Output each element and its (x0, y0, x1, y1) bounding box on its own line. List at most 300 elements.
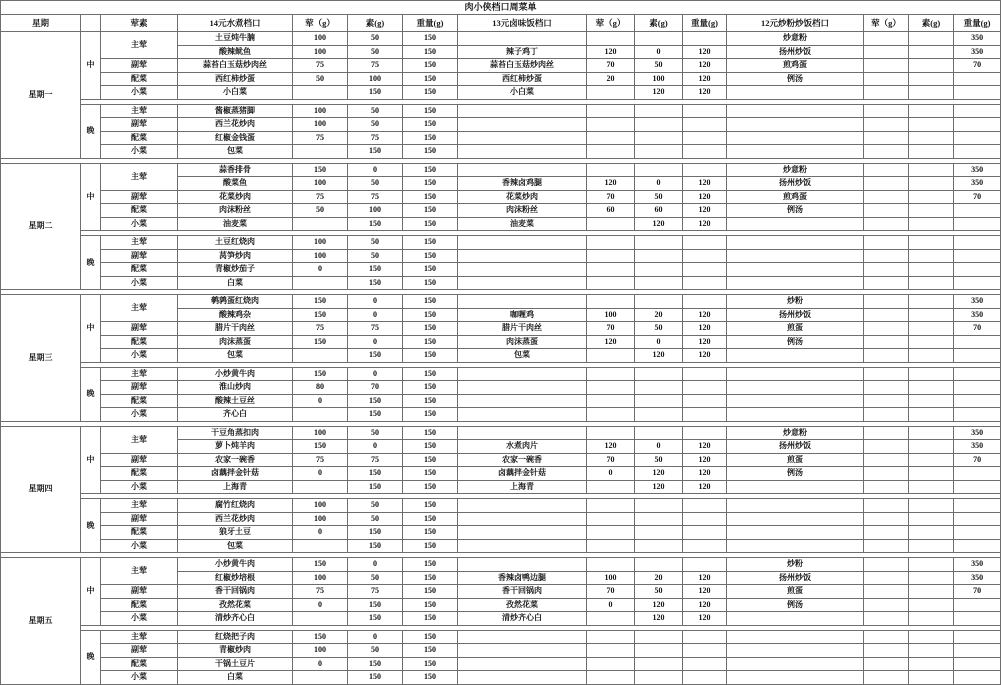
meal-cell-lunch: 中 (81, 426, 101, 494)
weight-value-stall3: 70 (954, 59, 1001, 73)
weight-value-stall3 (954, 118, 1001, 132)
veg-value-stall1: 75 (348, 453, 403, 467)
weekday-cell: 星期四 (1, 426, 81, 553)
dish-cell-stall1: 花菜炒肉 (178, 190, 293, 204)
category-cell: 主荤 (101, 558, 178, 585)
weight-value-stall2: 120 (683, 59, 727, 73)
table-row (1, 190, 1001, 204)
dish-cell-stall2 (458, 163, 587, 177)
table-row (1, 585, 1001, 599)
title-row (1, 1, 1001, 15)
weight-value-stall1: 150 (403, 558, 458, 572)
weight-value-stall2 (683, 32, 727, 46)
category-cell: 配菜 (101, 335, 178, 349)
dish-cell-stall1: 干锅土豆片 (178, 657, 293, 671)
weight-value-stall2 (683, 145, 727, 159)
weight-value-stall1: 150 (403, 394, 458, 408)
veg-value-stall1: 50 (348, 177, 403, 191)
meat-value-stall2 (587, 558, 635, 572)
meat-value-stall1 (293, 217, 348, 231)
veg-value-stall2: 0 (635, 177, 683, 191)
header-row (1, 15, 1001, 32)
dish-cell-stall1: 土豆炖牛腩 (178, 32, 293, 46)
meat-value-stall3 (864, 408, 909, 422)
weight-value-stall1: 150 (403, 72, 458, 86)
veg-value-stall1: 75 (348, 131, 403, 145)
dish-cell-stall1: 干豆角蒸扣肉 (178, 426, 293, 440)
dish-cell-stall2 (458, 236, 587, 250)
dish-cell-stall1: 狼牙土豆 (178, 526, 293, 540)
meat-value-stall3 (864, 204, 909, 218)
veg-value-stall1: 50 (348, 236, 403, 250)
category-cell: 小菜 (101, 86, 178, 100)
category-cell: 小菜 (101, 276, 178, 290)
dish-cell-stall3: 例汤 (727, 72, 864, 86)
table-row (1, 612, 1001, 626)
dish-cell-stall2: 孜然花菜 (458, 598, 587, 612)
veg-value-stall3 (909, 104, 954, 118)
meat-value-stall2: 100 (587, 308, 635, 322)
veg-value-stall2 (635, 295, 683, 309)
weight-value-stall3 (954, 408, 1001, 422)
weight-value-stall3: 350 (954, 45, 1001, 59)
veg-value-stall1: 150 (348, 526, 403, 540)
veg-value-stall2: 20 (635, 308, 683, 322)
weight-value-stall2: 120 (683, 204, 727, 218)
weight-value-stall1: 150 (403, 598, 458, 612)
veg-value-stall3 (909, 630, 954, 644)
category-cell: 小菜 (101, 671, 178, 685)
dish-cell-stall1: 酸辣鸡杂 (178, 308, 293, 322)
weight-value-stall2 (683, 236, 727, 250)
veg-value-stall3 (909, 59, 954, 73)
veg-value-stall1: 150 (348, 217, 403, 231)
weight-value-stall1: 150 (403, 249, 458, 263)
veg-value-stall2 (635, 558, 683, 572)
table-row (1, 86, 1001, 100)
category-cell: 配菜 (101, 131, 178, 145)
dish-cell-stall2 (458, 394, 587, 408)
category-cell: 主荤 (101, 367, 178, 381)
veg-value-stall2: 120 (635, 217, 683, 231)
meat-value-stall3 (864, 367, 909, 381)
veg-value-stall3 (909, 276, 954, 290)
veg-value-stall3 (909, 480, 954, 494)
table-row (1, 72, 1001, 86)
dish-cell-stall1: 小白菜 (178, 86, 293, 100)
dish-cell-stall2 (458, 145, 587, 159)
dish-cell-stall1: 孜然花菜 (178, 598, 293, 612)
dish-cell-stall1: 红烧把子肉 (178, 630, 293, 644)
meat-value-stall2: 70 (587, 59, 635, 73)
meat-value-stall1: 100 (293, 512, 348, 526)
dish-cell-stall2 (458, 249, 587, 263)
meat-value-stall1: 100 (293, 249, 348, 263)
veg-value-stall3 (909, 499, 954, 513)
meat-value-stall2 (587, 249, 635, 263)
table-row (1, 59, 1001, 73)
table-row (1, 118, 1001, 132)
dish-cell-stall1: 酸辣鱿鱼 (178, 45, 293, 59)
weight-value-stall2: 120 (683, 598, 727, 612)
weight-value-stall2 (683, 367, 727, 381)
category-cell: 配菜 (101, 263, 178, 277)
dish-cell-stall2: 西红柿炒蛋 (458, 72, 587, 86)
dish-cell-stall1: 香干回锅肉 (178, 585, 293, 599)
veg-value-stall3 (909, 335, 954, 349)
weight-value-stall1: 150 (403, 630, 458, 644)
dish-cell-stall2 (458, 367, 587, 381)
veg-value-stall1: 50 (348, 104, 403, 118)
meat-value-stall2: 20 (587, 72, 635, 86)
category-cell: 配菜 (101, 598, 178, 612)
weight-value-stall3 (954, 367, 1001, 381)
veg-value-stall1: 75 (348, 190, 403, 204)
veg-value-stall3 (909, 308, 954, 322)
weight-value-stall1: 150 (403, 426, 458, 440)
dish-cell-stall1: 肉沫蒸蛋 (178, 335, 293, 349)
meat-value-stall1: 0 (293, 598, 348, 612)
weight-value-stall2 (683, 499, 727, 513)
meat-value-stall2 (587, 630, 635, 644)
veg-value-stall2: 50 (635, 453, 683, 467)
meat-value-stall2: 70 (587, 322, 635, 336)
weight-value-stall2 (683, 539, 727, 553)
dish-cell-stall3 (727, 131, 864, 145)
meat-value-stall3 (864, 453, 909, 467)
dish-cell-stall3: 扬州炒饭 (727, 440, 864, 454)
weight-value-stall3: 350 (954, 177, 1001, 191)
veg-value-stall3 (909, 263, 954, 277)
category-cell: 配菜 (101, 394, 178, 408)
weight-value-stall1: 150 (403, 32, 458, 46)
veg-value-stall3 (909, 671, 954, 685)
weight-value-stall1: 150 (403, 571, 458, 585)
meat-value-stall1: 150 (293, 558, 348, 572)
veg-value-stall1: 150 (348, 86, 403, 100)
veg-value-stall3 (909, 177, 954, 191)
weight-value-stall2 (683, 381, 727, 395)
meat-value-stall2 (587, 217, 635, 231)
weight-value-stall2 (683, 426, 727, 440)
veg-value-stall2 (635, 657, 683, 671)
meat-value-stall3 (864, 499, 909, 513)
dish-cell-stall2 (458, 131, 587, 145)
meat-value-stall3 (864, 263, 909, 277)
category-cell: 配菜 (101, 72, 178, 86)
veg-value-stall3 (909, 204, 954, 218)
veg-value-stall3 (909, 72, 954, 86)
category-cell: 主荤 (101, 499, 178, 513)
veg-value-stall2: 120 (635, 467, 683, 481)
weight-value-stall1: 150 (403, 131, 458, 145)
dish-cell-stall2 (458, 512, 587, 526)
meat-value-stall1: 150 (293, 295, 348, 309)
weight-value-stall2 (683, 163, 727, 177)
meat-value-stall2 (587, 539, 635, 553)
meat-value-stall2 (587, 612, 635, 626)
category-cell: 配菜 (101, 467, 178, 481)
dish-cell-stall3: 煎蛋 (727, 322, 864, 336)
weight-value-stall3 (954, 480, 1001, 494)
weight-value-stall1: 150 (403, 612, 458, 626)
meat-value-stall2 (587, 512, 635, 526)
dish-cell-stall2 (458, 295, 587, 309)
category-cell: 小菜 (101, 349, 178, 363)
weight-value-stall1: 150 (403, 367, 458, 381)
weight-value-stall3: 350 (954, 32, 1001, 46)
weight-value-stall3 (954, 145, 1001, 159)
dish-cell-stall2 (458, 32, 587, 46)
weight-value-stall1: 150 (403, 190, 458, 204)
category-cell: 主荤 (101, 236, 178, 250)
meat-value-stall2 (587, 236, 635, 250)
weight-value-stall3 (954, 539, 1001, 553)
meal-cell-dinner: 晚 (81, 104, 101, 158)
dish-cell-stall2: 小白菜 (458, 86, 587, 100)
meat-value-stall3 (864, 59, 909, 73)
veg-value-stall1: 75 (348, 322, 403, 336)
weight-value-stall3 (954, 263, 1001, 277)
veg-value-stall1: 0 (348, 295, 403, 309)
table-row (1, 217, 1001, 231)
category-cell: 小菜 (101, 539, 178, 553)
veg-value-stall2: 50 (635, 190, 683, 204)
weight-value-stall2 (683, 295, 727, 309)
category-cell: 副荤 (101, 322, 178, 336)
meat-value-stall3 (864, 539, 909, 553)
category-cell: 小菜 (101, 408, 178, 422)
veg-value-stall1: 150 (348, 671, 403, 685)
meat-value-stall1: 75 (293, 322, 348, 336)
dish-cell-stall2 (458, 644, 587, 658)
meat-value-stall1: 0 (293, 394, 348, 408)
veg-value-stall1: 0 (348, 335, 403, 349)
dish-cell-stall3 (727, 512, 864, 526)
category-cell: 配菜 (101, 204, 178, 218)
dish-cell-stall2: 肉沫蒸蛋 (458, 335, 587, 349)
category-cell: 主荤 (101, 104, 178, 118)
category-cell: 主荤 (101, 295, 178, 322)
veg-value-stall3 (909, 381, 954, 395)
weight-value-stall2 (683, 526, 727, 540)
table-row (1, 367, 1001, 381)
dish-cell-stall3 (727, 408, 864, 422)
veg-value-stall2 (635, 367, 683, 381)
veg-value-stall2 (635, 426, 683, 440)
weight-value-stall3: 70 (954, 453, 1001, 467)
dish-cell-stall2 (458, 381, 587, 395)
veg-value-stall2 (635, 118, 683, 132)
weight-value-stall2 (683, 408, 727, 422)
dish-cell-stall3: 煎鸡蛋 (727, 190, 864, 204)
weight-value-stall2 (683, 558, 727, 572)
table-row (1, 512, 1001, 526)
meat-value-stall2 (587, 408, 635, 422)
dish-cell-stall2: 香辣卤鸭边腿 (458, 571, 587, 585)
dish-cell-stall3 (727, 86, 864, 100)
veg-value-stall1: 75 (348, 585, 403, 599)
dish-cell-stall3: 炒意粉 (727, 32, 864, 46)
meat-value-stall3 (864, 558, 909, 572)
meat-value-stall3 (864, 322, 909, 336)
meat-value-stall1: 75 (293, 59, 348, 73)
veg-value-stall2 (635, 512, 683, 526)
category-cell: 副荤 (101, 644, 178, 658)
weekday-cell: 星期一 (1, 32, 81, 159)
meal-cell-dinner: 晚 (81, 236, 101, 290)
dish-cell-stall1: 肉沫粉丝 (178, 204, 293, 218)
meat-value-stall1: 150 (293, 335, 348, 349)
table-row (1, 276, 1001, 290)
meat-value-stall1: 150 (293, 630, 348, 644)
meat-value-stall3 (864, 236, 909, 250)
veg-value-stall3 (909, 657, 954, 671)
weight-value-stall3 (954, 612, 1001, 626)
weight-value-stall2: 120 (683, 467, 727, 481)
table-row (1, 263, 1001, 277)
weight-value-stall1: 150 (403, 276, 458, 290)
veg-value-stall2: 120 (635, 612, 683, 626)
meat-value-stall1 (293, 539, 348, 553)
meat-value-stall1: 75 (293, 585, 348, 599)
veg-value-stall1: 150 (348, 263, 403, 277)
dish-cell-stall2: 农家一碗香 (458, 453, 587, 467)
col-header-category: 荤素 (101, 15, 178, 32)
meat-value-stall2 (587, 394, 635, 408)
meal-cell-dinner: 晚 (81, 367, 101, 421)
meat-value-stall3 (864, 131, 909, 145)
veg-value-stall2 (635, 249, 683, 263)
meat-value-stall3 (864, 630, 909, 644)
weight-value-stall3: 350 (954, 308, 1001, 322)
meat-value-stall1 (293, 276, 348, 290)
meat-value-stall3 (864, 190, 909, 204)
veg-value-stall2: 50 (635, 322, 683, 336)
veg-value-stall1: 75 (348, 59, 403, 73)
weight-value-stall2 (683, 276, 727, 290)
weight-value-stall1: 150 (403, 322, 458, 336)
dish-cell-stall1: 酱椒蒸猪脚 (178, 104, 293, 118)
veg-value-stall1: 70 (348, 381, 403, 395)
meat-value-stall2 (587, 131, 635, 145)
table-row (1, 163, 1001, 177)
weight-value-stall3 (954, 499, 1001, 513)
dish-cell-stall2 (458, 671, 587, 685)
veg-value-stall3 (909, 571, 954, 585)
veg-value-stall1: 50 (348, 644, 403, 658)
weight-value-stall2: 120 (683, 177, 727, 191)
meat-value-stall2: 0 (587, 467, 635, 481)
dish-cell-stall1: 青椒炒茄子 (178, 263, 293, 277)
meat-value-stall1: 100 (293, 644, 348, 658)
dish-cell-stall3 (727, 145, 864, 159)
col-header-stall1-weight: 重量(g) (403, 15, 458, 32)
col-header-weekday: 星期 (1, 15, 81, 32)
dish-cell-stall3 (727, 480, 864, 494)
meal-cell-dinner: 晚 (81, 499, 101, 553)
veg-value-stall1: 50 (348, 32, 403, 46)
dish-cell-stall1: 白菜 (178, 671, 293, 685)
dish-cell-stall3: 扬州炒饭 (727, 45, 864, 59)
meat-value-stall2 (587, 426, 635, 440)
menu-body (1, 32, 1001, 685)
weight-value-stall3 (954, 381, 1001, 395)
veg-value-stall3 (909, 295, 954, 309)
dish-cell-stall1: 齐心白 (178, 408, 293, 422)
meat-value-stall3 (864, 249, 909, 263)
weight-value-stall1: 150 (403, 308, 458, 322)
dish-cell-stall3 (727, 349, 864, 363)
meat-value-stall3 (864, 295, 909, 309)
weight-value-stall3: 70 (954, 585, 1001, 599)
weight-value-stall3 (954, 249, 1001, 263)
weight-value-stall2: 120 (683, 480, 727, 494)
meat-value-stall2: 120 (587, 335, 635, 349)
meat-value-stall2: 0 (587, 598, 635, 612)
weight-value-stall3: 350 (954, 571, 1001, 585)
meat-value-stall1: 100 (293, 177, 348, 191)
weight-value-stall2 (683, 630, 727, 644)
meat-value-stall2 (587, 367, 635, 381)
veg-value-stall1: 150 (348, 539, 403, 553)
weight-value-stall1: 150 (403, 45, 458, 59)
dish-cell-stall1: 小炒黄牛肉 (178, 367, 293, 381)
meat-value-stall3 (864, 585, 909, 599)
meat-value-stall3 (864, 335, 909, 349)
weight-value-stall1: 150 (403, 480, 458, 494)
meat-value-stall3 (864, 145, 909, 159)
weight-value-stall3 (954, 644, 1001, 658)
dish-cell-stall3 (727, 526, 864, 540)
category-cell: 配菜 (101, 526, 178, 540)
col-header-stall1-name: 14元水煮档口 (178, 15, 293, 32)
meat-value-stall2 (587, 499, 635, 513)
meat-value-stall3 (864, 657, 909, 671)
weight-value-stall3 (954, 72, 1001, 86)
meat-value-stall2 (587, 381, 635, 395)
veg-value-stall2: 120 (635, 598, 683, 612)
weight-value-stall3 (954, 335, 1001, 349)
dish-cell-stall1: 蒜香排骨 (178, 163, 293, 177)
weight-value-stall2 (683, 263, 727, 277)
weight-value-stall3 (954, 526, 1001, 540)
veg-value-stall2 (635, 671, 683, 685)
col-header-stall2-veg: 素(g) (635, 15, 683, 32)
weight-value-stall1: 150 (403, 499, 458, 513)
veg-value-stall2: 50 (635, 59, 683, 73)
weight-value-stall2 (683, 394, 727, 408)
veg-value-stall3 (909, 145, 954, 159)
dish-cell-stall1: 红椒炒培根 (178, 571, 293, 585)
dish-cell-stall2: 肉沫粉丝 (458, 204, 587, 218)
meat-value-stall2 (587, 86, 635, 100)
table-row (1, 598, 1001, 612)
weight-value-stall2: 120 (683, 335, 727, 349)
meat-value-stall1: 100 (293, 118, 348, 132)
meat-value-stall1: 150 (293, 308, 348, 322)
meat-value-stall3 (864, 276, 909, 290)
dish-cell-stall3: 扬州炒饭 (727, 571, 864, 585)
category-cell: 主荤 (101, 426, 178, 453)
veg-value-stall2: 120 (635, 480, 683, 494)
veg-value-stall1: 150 (348, 598, 403, 612)
weight-value-stall1: 150 (403, 671, 458, 685)
table-row (1, 104, 1001, 118)
meat-value-stall3 (864, 72, 909, 86)
dish-cell-stall3 (727, 276, 864, 290)
dish-cell-stall2: 上海青 (458, 480, 587, 494)
